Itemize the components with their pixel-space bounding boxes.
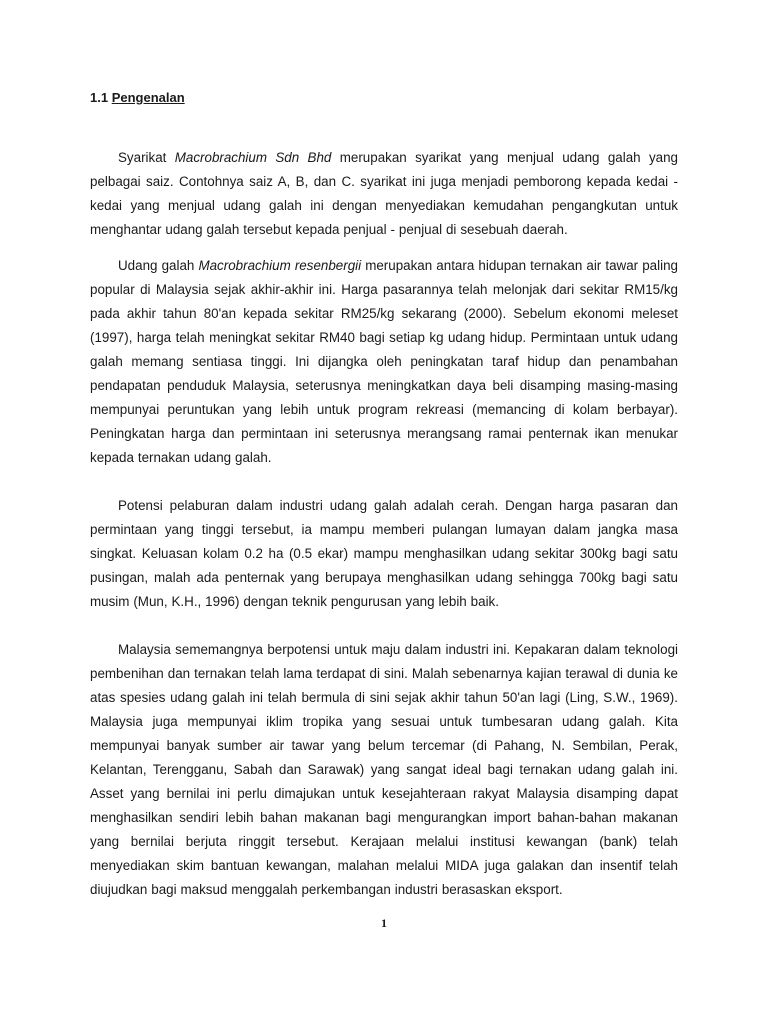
paragraph-investment-potential: Potensi pelaburan dalam industri udang galah adalah cerah. Dengan harga pasaran dan permintaan yang tinggi tersebut, ia mampu memberi pulangan lumayan dalam jangka masa singkat. Keluasan kolam 0.2 ha (0.5 ekar) mampu menghasilkan udang sekitar 300kg bagi satu pusingan, malah ada penternak yang berupaya menghasilkan udang sehingga 700kg bagi satu musim (Mun, K.H., 1996) dengan teknik pengurusan yang lebih baik. [90,498,678,609]
paragraph-lead: Syarikat [118,150,175,165]
paragraph-prawn-market [90,254,678,470]
page-number: 1 [381,916,387,930]
document-body [90,146,678,902]
company-name-italic: Macrobrachium Sdn Bhd [174,150,332,165]
section-heading [90,89,185,107]
species-name-italic: Macrobrachium resenbergii [198,258,362,273]
paragraph-text: merupakan antara hidupan ternakan air tawar paling popular di Malaysia sejak akhir-akhir ini. Harga pasarannya telah melonjak dari sekitar RM15/kg pada akhir tahun 80'an kepada sekitar RM25/kg sekarang (2000). Sebelum ekonomi meleset (1997), harga telah meningkat sekitar RM40 bagi setiap kg udang hidup. Permintaan untuk udang galah memang sentiasa tinggi. Ini dijangka oleh peningkatan taraf hidup dan penambahan pendapatan penduduk Malaysia, seterusnya meningkatkan daya beli disamping masing-masing mempunyai peruntukan yang lebih untuk program rekreasi (memancing di kolam berbayar). Peningkatan harga dan permintaan ini seterusnya merangsang ramai penternak ikan menukar kepada ternakan udang galah. [90,258,678,465]
section-number: 1.1 [90,90,109,105]
paragraph-text: merupakan syarikat yang menjual udang galah yang pelbagai saiz. Contohnya saiz A, B, dan C. syarikat ini juga menjadi pemborong kepada kedai - kedai yang menjual udang galah ini dengan menyediakan kemudahan pengangkutan untuk menghantar udang galah tersebut kepada penjual - penjual di sesebuah daerah. [90,150,678,237]
section-title: Pengenalan [111,90,185,105]
paragraph-lead: Udang galah [118,258,199,273]
paragraph-malaysia-potential: Malaysia sememangnya berpotensi untuk maju dalam industri ini. Kepakaran dalam teknologi pembenihan dan ternakan telah lama terdapat di sini. Malah sebenarnya kajian terawal di dunia ke atas spesies udang galah ini telah bermula di sini sejak akhir tahun 50'an lagi (Ling, S.W., 1969). Malaysia juga mempunyai iklim tropika yang sesuai untuk tumbesaran udang galah. Kita mempunyai banyak sumber air tawar yang belum tercemar (di Pahang, N. Sembilan, Perak, Kelantan, Terengganu, Sabah dan Sarawak) yang sangat ideal bagi ternakan udang galah ini. Asset yang bernilai ini perlu dimajukan untuk kesejahteraan rakyat Malaysia disamping dapat menghasilkan sendiri lebih bahan makanan bagi mengurangkan import bahan-bahan makanan yang bernilai berjuta ringgit tersebut. Kerajaan melalui institusi kewangan (bank) telah menyediakan skim bantuan kewangan, malahan melalui MIDA juga galakan dan insentif telah diujudkan bagi maksud menggalah perkembangan industri berasaskan eksport. [90,642,678,897]
paragraph-company-intro [90,146,678,242]
